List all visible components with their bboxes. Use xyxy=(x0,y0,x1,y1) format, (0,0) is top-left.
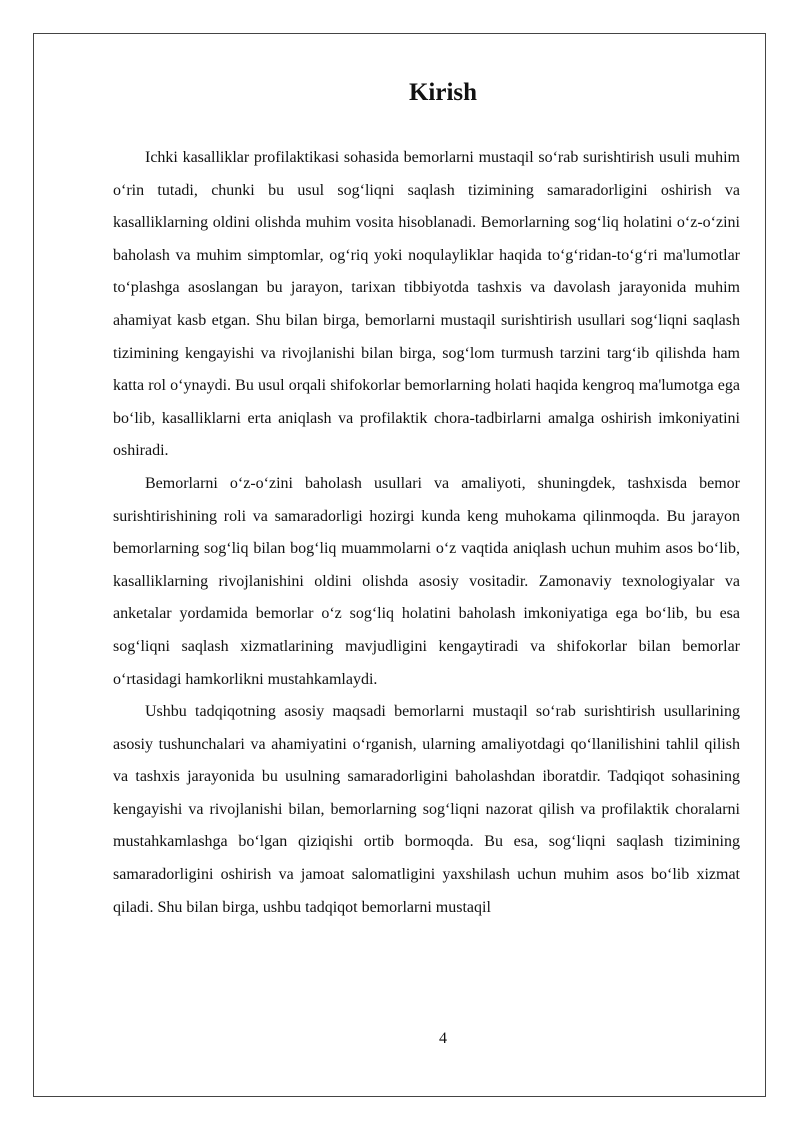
paragraph-2: Bemorlarni o‘z-o‘zini baholash usullari va amaliyoti, shuningdek, tashxisda bemor surishtirishining roli va samaradorligi hozirgi kunda keng muhokama qilinmoqda. Bu jarayon bemorlarning sog‘liq bilan bog‘liq muammolarni o‘z vaqtida aniqlash uchun muhim asos bo‘lib, kasalliklarning rivojlanishini oldini olishda asosiy vositadir. Zamonaviy texnologiyalar va anketalar yordamida bemorlar o‘z sog‘liq holatini baholash imkoniyatiga ega bo‘lib, bu esa sog‘liqni saqlash xizmatlarining mavjudligini kengaytiradi va shifokorlar bilan bemorlar o‘rtasidagi hamkorlikni mustahkamlaydi. xyxy=(113,474,740,688)
section-title: Kirish xyxy=(408,79,478,106)
body-text xyxy=(113,142,740,924)
paragraph-1: Ichki kasalliklar profilaktikasi sohasida bemorlarni mustaqil so‘rab surishtirish usuli muhim o‘rin tutadi, chunki bu usul sog‘liqni saqlash tizimining samaradorligini oshirish va kasalliklarning oldini olishda muhim vosita hisoblanadi. Bemorlarning sog‘liq holatini o‘z-o‘zini baholash va muhim simptomlar, og‘riq yoki noqulayliklar haqida to‘g‘ridan-to‘g‘ri ma'lumotlar to‘plashga asoslangan bu jarayon, tarixan tibbiyotda tashxis va davolash jarayonida muhim ahamiyat kasb etgan. Shu bilan birga, bemorlarni mustaqil surishtirish usullari sog‘liqni saqlash tizimining kengayishi va rivojlanishi bilan birga, sog‘lom turmush tarzini targ‘ib qilishda ham katta rol o‘ynaydi. Bu usul orqali shifokorlar bemorlarning holati haqida kengroq ma'lumotga ega bo‘lib, kasalliklarni erta aniqlash va profilaktik chora-tadbirlarni amalga oshirish imkoniyatini oshiradi. xyxy=(113,149,740,460)
paragraph-3: Ushbu tadqiqotning asosiy maqsadi bemorlarni mustaqil so‘rab surishtirish usullarining asosiy tushunchalari va ahamiyatini o‘rganish, ularning amaliyotdagi qo‘llanilishini tahlil qilish va tashxis jarayonida bu usulning samaradorligini baholashdan iboratdir. Tadqiqot sohasining kengayishi va rivojlanishi bilan, bemorlarning sog‘liqni nazorat qilish va profilaktik choralarni mustahkamlashga bo‘lgan qiziqishi ortib bormoqda. Bu esa, sog‘liqni saqlash tizimining samaradorligini oshirish va jamoat salomatligini yaxshilash uchun muhim asos bo‘lib xizmat qiladi. Shu bilan birga, ushbu tadqiqot bemorlarni mustaqil xyxy=(113,703,740,916)
page-number: 4 xyxy=(439,1030,447,1047)
